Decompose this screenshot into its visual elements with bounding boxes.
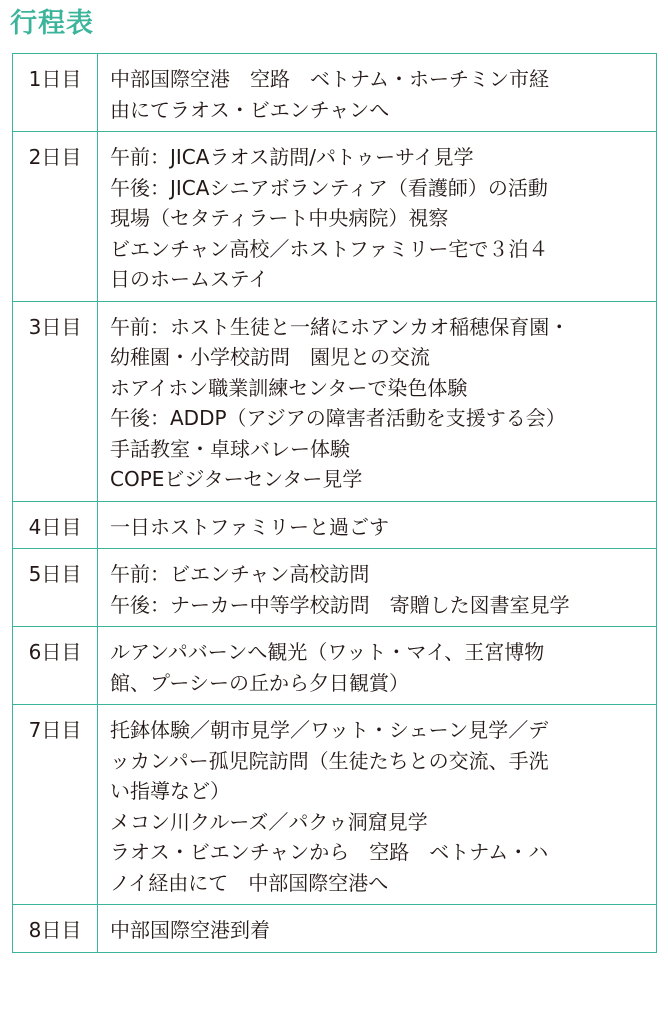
day-label: 3日目 (13, 301, 98, 501)
day-details (98, 501, 657, 549)
detail-line: 午後：ナーカー中等学校訪問 寄贈した図書室見学 (110, 592, 570, 617)
day-label: 5日目 (13, 549, 98, 627)
itinerary-table (12, 53, 657, 953)
day-details (98, 301, 657, 501)
itinerary-table-body (13, 54, 657, 953)
page-title: 行程表 (10, 8, 94, 39)
detail-line: 中部国際空港到着 (110, 918, 270, 942)
day-label: 2日目 (13, 132, 98, 302)
detail-line: ビエンチャン高校／ホストファミリー宅で３泊４ (110, 236, 549, 261)
day-details (98, 54, 657, 132)
day-details (98, 627, 657, 705)
detail-line: メコン川クルーズ／パクゥ洞窟見学 (110, 809, 428, 834)
itinerary-row (13, 905, 657, 953)
day-label: 6日目 (13, 627, 98, 705)
detail-line: 館、プーシーの丘から夕日観賞） (110, 670, 409, 695)
itinerary-row (13, 549, 657, 627)
itinerary-row (13, 132, 657, 302)
detail-line: 午前：ホスト生徒と一緒にホアンカオ稲穂保育園・ (110, 314, 570, 339)
detail-line: 由にてラオス・ビエンチャンへ (110, 97, 390, 122)
itinerary-row (13, 627, 657, 705)
detail-line: 現場（セタティラート中央病院）視察 (110, 206, 449, 230)
detail-line: 午前：ビエンチャン高校訪問 (110, 562, 370, 586)
itinerary-row (13, 501, 657, 549)
detail-line: 一日ホストファミリーと過ごす (110, 514, 389, 539)
detail-line: ノイ経由にて 中部国際空港へ (110, 870, 389, 895)
detail-line: ルアンパバーンへ観光（ワット・マイ、王宮博物 (110, 640, 545, 664)
detail-line: 托鉢体験／朝市見学／ワット・シェーン見学／デ (110, 718, 549, 742)
detail-line: 午後：JICAシニアボランティア（看護師）の活動 (110, 175, 548, 200)
detail-line: ラオス・ビエンチャンから 空路 ベトナム・ハ (110, 840, 549, 864)
day-details (98, 905, 657, 953)
itinerary-row (13, 705, 657, 905)
detail-line: 午前：JICAラオス訪問/パトゥーサイ見学 (110, 145, 474, 169)
detail-line: 午後：ADDP（アジアの障害者活動を支援する会） (110, 406, 566, 430)
detail-line: COPEビジターセンター見学 (110, 467, 363, 491)
day-details (98, 132, 657, 302)
day-label: 8日目 (13, 905, 98, 953)
itinerary-row (13, 301, 657, 501)
day-label: 4日目 (13, 501, 98, 549)
detail-line: ホアイホン職業訓練センターで染色体験 (110, 375, 468, 400)
detail-line: 幼稚園・小学校訪問 園児との交流 (110, 345, 430, 369)
day-label: 7日目 (13, 705, 98, 905)
day-details (98, 705, 657, 905)
detail-line: ッカンパー孤児院訪問（生徒たちとの交流、手洗 (110, 748, 549, 773)
detail-line: 日のホームステイ (110, 267, 269, 291)
itinerary-row (13, 54, 657, 132)
detail-line: 手話教室・卓球バレー体験 (110, 436, 350, 461)
day-details (98, 549, 657, 627)
day-label: 1日目 (13, 54, 98, 132)
detail-line: い指導など） (110, 779, 230, 803)
detail-line: 中部国際空港 空路 ベトナム・ホーチミン市経 (110, 67, 549, 91)
